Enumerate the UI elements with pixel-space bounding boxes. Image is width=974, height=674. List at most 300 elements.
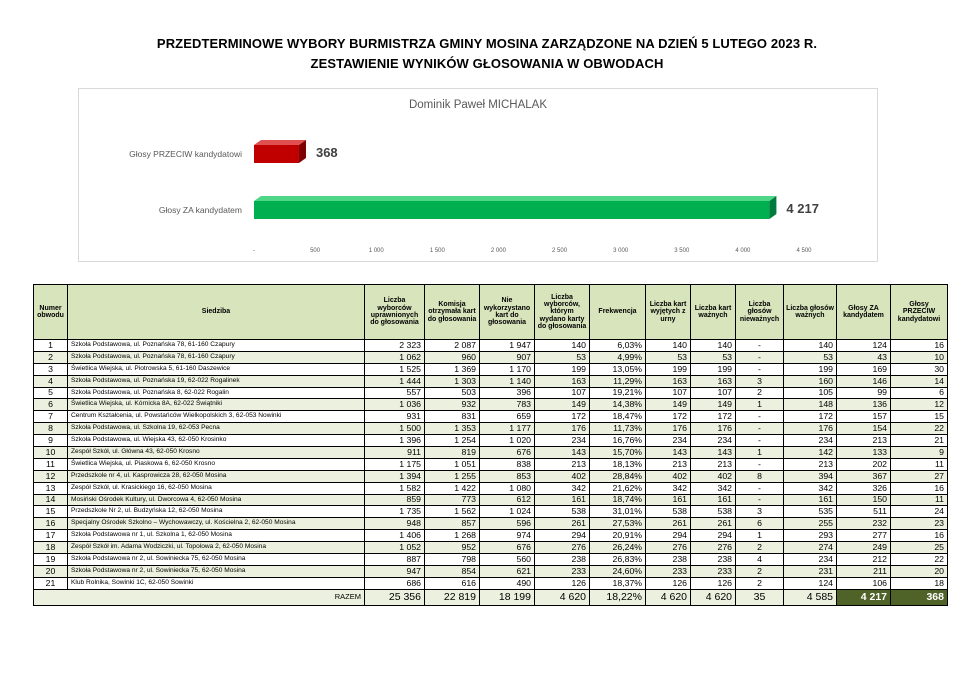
cell-przeciw: 15: [891, 411, 948, 423]
cell-uprawnieni: 1 525: [365, 363, 425, 375]
cell-wydane: 261: [535, 518, 590, 530]
cell-niewazne: 2: [736, 387, 784, 399]
cell-wazne-glosy: 53: [784, 351, 837, 363]
cell-nr: 17: [34, 530, 68, 542]
cell-uprawnieni: 1 394: [365, 470, 425, 482]
cell-siedziba: Mosiński Ośrodek Kultury, ul. Dworcowa 4, 62-050 Mosina: [68, 494, 365, 506]
table-row: [34, 458, 948, 470]
cell-wyjete: 140: [646, 340, 691, 352]
cell-nr: 9: [34, 435, 68, 447]
cell-niewykorzystane: 621: [480, 565, 535, 577]
total-cell-przeciw: 368: [891, 589, 948, 605]
cell-niewazne: 4: [736, 554, 784, 566]
cell-wazne-glosy: 148: [784, 399, 837, 411]
cell-wazne-glosy: 124: [784, 577, 837, 589]
cell-za: 277: [837, 530, 891, 542]
table-row: [34, 470, 948, 482]
cell-wyjete: 176: [646, 423, 691, 435]
cell-wyjete: 261: [646, 518, 691, 530]
cell-za: 202: [837, 458, 891, 470]
cell-niewazne: 6: [736, 518, 784, 530]
col-header-wydane: Liczba wyborców, którym wydano karty do głosowania: [535, 285, 590, 340]
cell-frekwencja: 18,13%: [590, 458, 646, 470]
cell-niewazne: -: [736, 458, 784, 470]
cell-niewykorzystane: 783: [480, 399, 535, 411]
cell-otrzymane: 1 255: [425, 470, 480, 482]
cell-za: 326: [837, 482, 891, 494]
cell-niewazne: 1: [736, 530, 784, 542]
cell-otrzymane: 1 303: [425, 375, 480, 387]
cell-niewykorzystane: 1 140: [480, 375, 535, 387]
table-row: [34, 506, 948, 518]
table-row: [34, 363, 948, 375]
x-tick-label: 3 000: [613, 248, 629, 254]
cell-frekwencja: 26,83%: [590, 554, 646, 566]
cell-za: 212: [837, 554, 891, 566]
table-body: [34, 340, 948, 606]
cell-siedziba: Świetlica Wiejska, ul. Piaskowa 6, 62-050 Krosno: [68, 458, 365, 470]
bar-top-1: [254, 196, 776, 201]
x-tick-label: -: [253, 248, 255, 254]
cell-siedziba: Szkoła Podstawowa, ul. Poznańska 78, 61-160 Czapury: [68, 340, 365, 352]
cell-za: 249: [837, 542, 891, 554]
cell-wydane: 402: [535, 470, 590, 482]
cell-nr: 10: [34, 447, 68, 459]
cell-uprawnieni: 1 500: [365, 423, 425, 435]
cell-przeciw: 27: [891, 470, 948, 482]
cell-nr: 16: [34, 518, 68, 530]
cell-wazne-karty: 172: [691, 411, 736, 423]
cell-wyjete: 294: [646, 530, 691, 542]
table-row: [34, 411, 948, 423]
cell-uprawnieni: 947: [365, 565, 425, 577]
cell-otrzymane: 2 087: [425, 340, 480, 352]
cell-niewazne: -: [736, 363, 784, 375]
cell-uprawnieni: 1 396: [365, 435, 425, 447]
cell-niewykorzystane: 490: [480, 577, 535, 589]
cell-frekwencja: 28,84%: [590, 470, 646, 482]
cell-uprawnieni: 1 175: [365, 458, 425, 470]
table-header-row: [34, 285, 948, 340]
table-row: [34, 340, 948, 352]
cell-wyjete: 233: [646, 565, 691, 577]
table-row: [34, 565, 948, 577]
table-row: [34, 399, 948, 411]
cell-wazne-karty: 176: [691, 423, 736, 435]
cell-wazne-glosy: 142: [784, 447, 837, 459]
table-row: [34, 518, 948, 530]
cell-siedziba: Szkoła Podstawowa nr 2, ul. Sowiniecka 75, 62-050 Mosina: [68, 554, 365, 566]
chart-title: Dominik Paweł MICHALAK: [408, 99, 548, 111]
cell-nr: 12: [34, 470, 68, 482]
cell-wydane: 538: [535, 506, 590, 518]
cell-wazne-glosy: 394: [784, 470, 837, 482]
cell-wydane: 213: [535, 458, 590, 470]
cell-uprawnieni: 1 062: [365, 351, 425, 363]
cell-wazne-glosy: 234: [784, 554, 837, 566]
cell-niewykorzystane: 1 170: [480, 363, 535, 375]
cell-nr: 7: [34, 411, 68, 423]
cell-nr: 11: [34, 458, 68, 470]
cell-niewykorzystane: 907: [480, 351, 535, 363]
data-label-0: 368: [315, 145, 338, 160]
cell-wydane: 126: [535, 577, 590, 589]
cell-niewykorzystane: 974: [480, 530, 535, 542]
cell-frekwencja: 18,47%: [590, 411, 646, 423]
cell-przeciw: 22: [891, 423, 948, 435]
bar-1: [254, 201, 769, 219]
cell-otrzymane: 1 254: [425, 435, 480, 447]
cell-otrzymane: 1 562: [425, 506, 480, 518]
cell-otrzymane: 831: [425, 411, 480, 423]
cell-siedziba: Centrum Kształcenia, ul. Powstańców Wielkopolskich 3, 62-053 Nowinki: [68, 411, 365, 423]
col-header-przeciw: Głosy PRZECIW kandydatowi: [891, 285, 948, 340]
cell-wazne-karty: 238: [691, 554, 736, 566]
cell-wazne-glosy: 293: [784, 530, 837, 542]
total-label: RAZEM: [34, 589, 365, 605]
cell-przeciw: 16: [891, 340, 948, 352]
cell-wyjete: 172: [646, 411, 691, 423]
cell-za: 124: [837, 340, 891, 352]
bar-chart: [78, 88, 878, 262]
cell-uprawnieni: 948: [365, 518, 425, 530]
table-row: [34, 482, 948, 494]
cell-wazne-glosy: 176: [784, 423, 837, 435]
cell-za: 136: [837, 399, 891, 411]
table-total-row: [34, 589, 948, 605]
cell-nr: 15: [34, 506, 68, 518]
cell-otrzymane: 932: [425, 399, 480, 411]
table-row: [34, 577, 948, 589]
cell-przeciw: 24: [891, 506, 948, 518]
cell-uprawnieni: 557: [365, 387, 425, 399]
total-cell-wazne-karty: 4 620: [691, 589, 736, 605]
cell-otrzymane: 798: [425, 554, 480, 566]
cell-niewazne: -: [736, 351, 784, 363]
cell-niewazne: 3: [736, 375, 784, 387]
cell-frekwencja: 19,21%: [590, 387, 646, 399]
cell-niewazne: 2: [736, 565, 784, 577]
cell-nr: 19: [34, 554, 68, 566]
cell-wyjete: 538: [646, 506, 691, 518]
cell-wazne-glosy: 274: [784, 542, 837, 554]
cell-przeciw: 11: [891, 458, 948, 470]
cell-siedziba: Szkoła Podstawowa, ul. Poznańska 8, 62-022 Rogalin: [68, 387, 365, 399]
cell-wydane: 161: [535, 494, 590, 506]
cell-frekwencja: 15,70%: [590, 447, 646, 459]
cell-wydane: 294: [535, 530, 590, 542]
cell-przeciw: 23: [891, 518, 948, 530]
cell-nr: 20: [34, 565, 68, 577]
cell-za: 232: [837, 518, 891, 530]
col-header-wazne-glosy: Liczba głosów ważnych: [784, 285, 837, 340]
cell-frekwencja: 4,99%: [590, 351, 646, 363]
cell-przeciw: 21: [891, 435, 948, 447]
cell-nr: 4: [34, 375, 68, 387]
cell-wazne-karty: 199: [691, 363, 736, 375]
cell-siedziba: Zespół Szkół, ul. Główna 43, 62-050 Krosno: [68, 447, 365, 459]
cell-przeciw: 10: [891, 351, 948, 363]
cell-otrzymane: 616: [425, 577, 480, 589]
cell-niewazne: 1: [736, 399, 784, 411]
data-label-1: 4 217: [786, 201, 819, 216]
cell-niewykorzystane: 676: [480, 542, 535, 554]
cell-przeciw: 20: [891, 565, 948, 577]
cell-niewazne: -: [736, 423, 784, 435]
cell-za: 213: [837, 435, 891, 447]
cell-uprawnieni: 931: [365, 411, 425, 423]
cell-przeciw: 9: [891, 447, 948, 459]
col-header-siedziba: Siedziba: [68, 285, 365, 340]
cell-za: 511: [837, 506, 891, 518]
category-label-1: Głosy ZA kandydatem: [158, 205, 242, 215]
total-cell-niewazne: 35: [736, 589, 784, 605]
cell-wazne-karty: 402: [691, 470, 736, 482]
cell-przeciw: 12: [891, 399, 948, 411]
cell-wyjete: 213: [646, 458, 691, 470]
total-cell-za: 4 217: [837, 589, 891, 605]
cell-wydane: 342: [535, 482, 590, 494]
cell-wazne-karty: 143: [691, 447, 736, 459]
cell-nr: 6: [34, 399, 68, 411]
x-tick-label: 1 000: [368, 248, 384, 254]
cell-wazne-karty: 261: [691, 518, 736, 530]
col-header-uprawnieni: Liczba wyborców uprawnionych do głosowania: [365, 285, 425, 340]
cell-niewazne: 2: [736, 577, 784, 589]
x-tick-label: 1 500: [429, 248, 445, 254]
cell-wyjete: 234: [646, 435, 691, 447]
cell-otrzymane: 952: [425, 542, 480, 554]
cell-uprawnieni: 1 735: [365, 506, 425, 518]
cell-otrzymane: 1 051: [425, 458, 480, 470]
cell-nr: 2: [34, 351, 68, 363]
cell-przeciw: 14: [891, 375, 948, 387]
table-row: [34, 351, 948, 363]
cell-niewazne: -: [736, 411, 784, 423]
col-header-za: Głosy ZA kandydatem: [837, 285, 891, 340]
cell-frekwencja: 24,60%: [590, 565, 646, 577]
table-row: [34, 435, 948, 447]
cell-wazne-karty: 294: [691, 530, 736, 542]
cell-otrzymane: 1 422: [425, 482, 480, 494]
x-tick-label: 4 000: [735, 248, 751, 254]
cell-siedziba: Przedszkole Nr 2, ul. Budzyńska 12, 62-050 Mosina: [68, 506, 365, 518]
cell-przeciw: 30: [891, 363, 948, 375]
cell-wydane: 238: [535, 554, 590, 566]
cell-wazne-karty: 342: [691, 482, 736, 494]
cell-wydane: 163: [535, 375, 590, 387]
cell-frekwencja: 16,76%: [590, 435, 646, 447]
cell-otrzymane: 854: [425, 565, 480, 577]
cell-wyjete: 342: [646, 482, 691, 494]
cell-za: 154: [837, 423, 891, 435]
cell-wydane: 172: [535, 411, 590, 423]
cell-wazne-karty: 213: [691, 458, 736, 470]
cell-wazne-glosy: 535: [784, 506, 837, 518]
cell-za: 133: [837, 447, 891, 459]
x-tick-label: 2 500: [552, 248, 568, 254]
cell-siedziba: Szkoła Podstawowa, ul. Poznańska 78, 61-160 Czapury: [68, 351, 365, 363]
cell-uprawnieni: 1 036: [365, 399, 425, 411]
cell-wazne-karty: 107: [691, 387, 736, 399]
cell-siedziba: Zespół Szkół, ul. Krasickiego 16, 62-050 Mosina: [68, 482, 365, 494]
cell-wazne-karty: 140: [691, 340, 736, 352]
cell-niewykorzystane: 1 080: [480, 482, 535, 494]
total-cell-niewykorzystane: 18 199: [480, 589, 535, 605]
table-row: [34, 387, 948, 399]
total-cell-wazne-glosy: 4 585: [784, 589, 837, 605]
cell-wazne-glosy: 105: [784, 387, 837, 399]
cell-niewykorzystane: 659: [480, 411, 535, 423]
col-header-wazne-karty: Liczba kart ważnych: [691, 285, 736, 340]
page-subtitle: ZESTAWIENIE WYNIKÓW GŁOSOWANIA W OBWODACH: [310, 56, 664, 71]
cell-niewazne: -: [736, 482, 784, 494]
cell-wyjete: 276: [646, 542, 691, 554]
cell-wyjete: 161: [646, 494, 691, 506]
cell-uprawnieni: 911: [365, 447, 425, 459]
cell-za: 169: [837, 363, 891, 375]
x-tick-label: 4 500: [796, 248, 812, 254]
cell-wydane: 276: [535, 542, 590, 554]
cell-frekwencja: 11,29%: [590, 375, 646, 387]
col-header-niewykorzystane: Nie wykorzystano kart do głosowania: [480, 285, 535, 340]
cell-wyjete: 238: [646, 554, 691, 566]
cell-siedziba: Szkoła Podstawowa, ul. Wiejska 43, 62-050 Krosinko: [68, 435, 365, 447]
cell-wydane: 176: [535, 423, 590, 435]
cell-wyjete: 143: [646, 447, 691, 459]
cell-przeciw: 11: [891, 494, 948, 506]
x-tick-label: 500: [310, 248, 321, 254]
cell-niewazne: 3: [736, 506, 784, 518]
cell-niewykorzystane: 838: [480, 458, 535, 470]
cell-siedziba: Szkoła Podstawowa nr 2, ul. Sowiniecka 75, 62-050 Mosina: [68, 565, 365, 577]
cell-wydane: 234: [535, 435, 590, 447]
cell-otrzymane: 960: [425, 351, 480, 363]
col-header-niewazne: Liczba głosów nieważnych: [736, 285, 784, 340]
cell-frekwencja: 21,62%: [590, 482, 646, 494]
cell-frekwencja: 13,05%: [590, 363, 646, 375]
cell-niewykorzystane: 853: [480, 470, 535, 482]
cell-za: 146: [837, 375, 891, 387]
cell-wazne-karty: 149: [691, 399, 736, 411]
cell-niewazne: -: [736, 435, 784, 447]
cell-przeciw: 22: [891, 554, 948, 566]
cell-niewykorzystane: 676: [480, 447, 535, 459]
cell-wyjete: 53: [646, 351, 691, 363]
cell-otrzymane: 1 268: [425, 530, 480, 542]
col-header-nr: Numer obwodu: [34, 285, 68, 340]
cell-frekwencja: 27,53%: [590, 518, 646, 530]
cell-frekwencja: 14,38%: [590, 399, 646, 411]
cell-wazne-glosy: 160: [784, 375, 837, 387]
cell-wyjete: 149: [646, 399, 691, 411]
cell-otrzymane: 819: [425, 447, 480, 459]
cell-niewykorzystane: 396: [480, 387, 535, 399]
cell-siedziba: Szkoła Podstawowa, ul. Szkolna 19, 62-053 Pecna: [68, 423, 365, 435]
cell-niewazne: 2: [736, 542, 784, 554]
cell-nr: 5: [34, 387, 68, 399]
cell-niewykorzystane: 1 020: [480, 435, 535, 447]
cell-siedziba: Szkoła Podstawowa nr 1, ul. Szkolna 1, 62-050 Mosina: [68, 530, 365, 542]
cell-niewykorzystane: 596: [480, 518, 535, 530]
total-cell-wydane: 4 620: [535, 589, 590, 605]
cell-wazne-karty: 234: [691, 435, 736, 447]
cell-wydane: 199: [535, 363, 590, 375]
cell-uprawnieni: 1 052: [365, 542, 425, 554]
cell-wazne-glosy: 342: [784, 482, 837, 494]
x-tick-label: 3 500: [674, 248, 690, 254]
cell-siedziba: Szkoła Podstawowa, ul. Poznańska 19, 62-022 Rogalinek: [68, 375, 365, 387]
cell-wydane: 53: [535, 351, 590, 363]
total-cell-wyjete: 4 620: [646, 589, 691, 605]
cell-nr: 8: [34, 423, 68, 435]
table-row: [34, 542, 948, 554]
cell-nr: 21: [34, 577, 68, 589]
cell-uprawnieni: 1 406: [365, 530, 425, 542]
cell-przeciw: 25: [891, 542, 948, 554]
cell-przeciw: 16: [891, 482, 948, 494]
cell-niewazne: 8: [736, 470, 784, 482]
cell-za: 99: [837, 387, 891, 399]
cell-frekwencja: 6,03%: [590, 340, 646, 352]
cell-nr: 1: [34, 340, 68, 352]
col-header-wyjete: Liczba kart wyjętych z urny: [646, 285, 691, 340]
total-cell-otrzymane: 22 819: [425, 589, 480, 605]
cell-niewykorzystane: 560: [480, 554, 535, 566]
cell-uprawnieni: 2 323: [365, 340, 425, 352]
table-row: [34, 554, 948, 566]
cell-uprawnieni: 1 444: [365, 375, 425, 387]
cell-wazne-karty: 233: [691, 565, 736, 577]
cell-nr: 14: [34, 494, 68, 506]
cell-siedziba: Zespół Szkół im. Adama Wodziczki, ul. Topolowa 2, 62-050 Mosina: [68, 542, 365, 554]
cell-wydane: 140: [535, 340, 590, 352]
cell-nr: 3: [34, 363, 68, 375]
cell-niewazne: -: [736, 340, 784, 352]
cell-wazne-glosy: 172: [784, 411, 837, 423]
table-row: [34, 530, 948, 542]
cell-uprawnieni: 1 582: [365, 482, 425, 494]
cell-wyjete: 199: [646, 363, 691, 375]
cell-za: 43: [837, 351, 891, 363]
cell-wazne-glosy: 213: [784, 458, 837, 470]
bar-0: [254, 145, 299, 163]
cell-wazne-glosy: 234: [784, 435, 837, 447]
cell-niewykorzystane: 1 024: [480, 506, 535, 518]
cell-wazne-glosy: 231: [784, 565, 837, 577]
cell-wazne-karty: 276: [691, 542, 736, 554]
x-tick-label: 2 000: [490, 248, 506, 254]
cell-wazne-glosy: 255: [784, 518, 837, 530]
cell-uprawnieni: 859: [365, 494, 425, 506]
total-cell-frekwencja: 18,22%: [590, 589, 646, 605]
cell-wydane: 149: [535, 399, 590, 411]
table-row: [34, 423, 948, 435]
cell-wazne-karty: 538: [691, 506, 736, 518]
cell-siedziba: Specjalny Ośrodek Szkolno – Wychowawczy, ul. Kościelna 2, 62-050 Mosina: [68, 518, 365, 530]
cell-uprawnieni: 887: [365, 554, 425, 566]
cell-otrzymane: 503: [425, 387, 480, 399]
cell-siedziba: Przedszkole nr 4, ul. Kasprowicza 28, 62-050 Mosina: [68, 470, 365, 482]
cell-frekwencja: 26,24%: [590, 542, 646, 554]
cell-otrzymane: 857: [425, 518, 480, 530]
cell-frekwencja: 11,73%: [590, 423, 646, 435]
cell-uprawnieni: 686: [365, 577, 425, 589]
col-header-otrzymane: Komisja otrzymała kart do głosowania: [425, 285, 480, 340]
cell-wazne-glosy: 140: [784, 340, 837, 352]
cell-wazne-glosy: 161: [784, 494, 837, 506]
cell-za: 211: [837, 565, 891, 577]
